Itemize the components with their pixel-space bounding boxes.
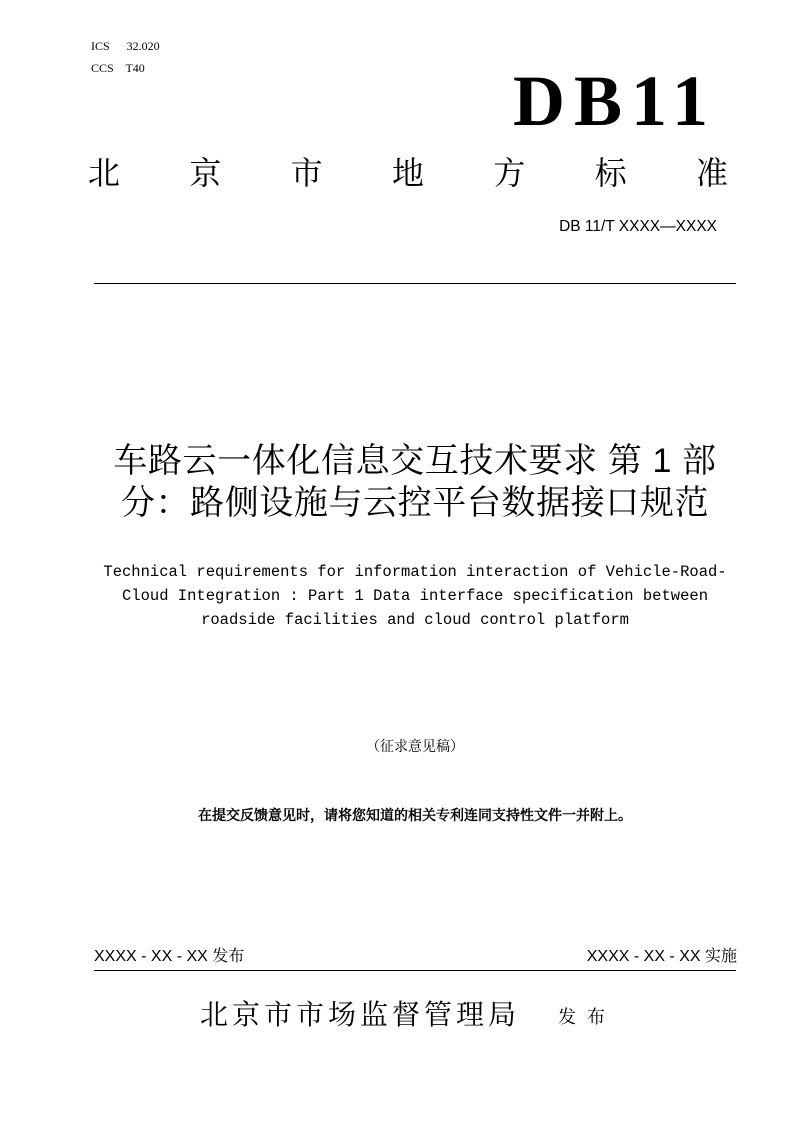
- draft-status: （征求意见稿）: [366, 740, 464, 755]
- standard-type-char: 京: [189, 155, 222, 191]
- standard-type-char: 市: [290, 155, 323, 191]
- footer-divider: [94, 970, 736, 971]
- chinese-title-line: 车路云一体化信息交互技术要求 第 1 部: [113, 442, 717, 480]
- implementation-date: XXXX - XX - XX 实施: [586, 948, 737, 965]
- standard-code-logo: DB11: [513, 61, 718, 141]
- chinese-title: [94, 440, 736, 524]
- standard-type: [88, 156, 728, 190]
- chinese-title-line: 分：路侧设施与云控平台数据接口规范: [120, 484, 710, 522]
- ics-code: ICS 32.020: [91, 39, 160, 53]
- english-title-line: Technical requirements for information interaction of Vehicle-Road-: [103, 563, 727, 581]
- issue-date: XXXX - XX - XX 发布: [94, 948, 245, 965]
- standard-type-char: 标: [594, 155, 627, 191]
- standard-type-char: 准: [695, 155, 728, 191]
- english-title-line: roadside facilities and cloud control platform: [201, 611, 629, 629]
- header-divider: [94, 283, 736, 284]
- standard-type-char: 方: [493, 155, 526, 191]
- ccs-code: CCS T40: [91, 61, 145, 75]
- english-title: [94, 560, 736, 632]
- standard-type-char: 地: [391, 155, 424, 191]
- standard-type-char: 北: [88, 155, 121, 191]
- patent-notice: 在提交反馈意见时，请将您知道的相关专利连同支持性文件一并附上。: [198, 809, 632, 824]
- standard-number: DB 11/T XXXX—XXXX: [559, 218, 717, 235]
- issuing-authority: 北京市市场监督管理局: [200, 999, 521, 1030]
- issue-label: 发 布: [558, 1007, 609, 1027]
- english-title-line: Cloud Integration : Part 1 Data interface specification between: [122, 587, 708, 605]
